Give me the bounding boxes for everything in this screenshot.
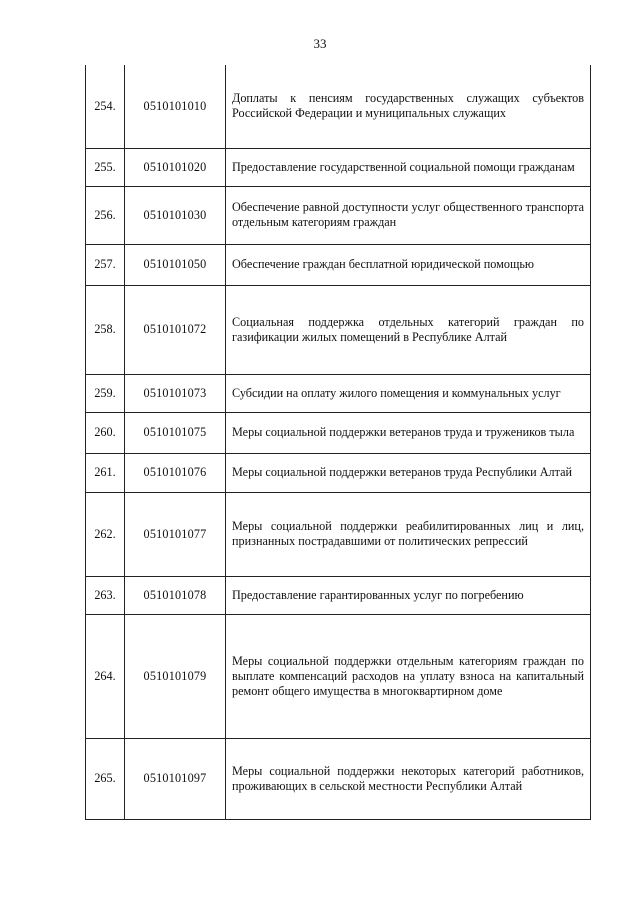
row-description: [226, 614, 591, 738]
row-code: 0510101097: [125, 738, 226, 819]
table-row: [86, 148, 591, 186]
row-number: 258.: [86, 285, 125, 374]
row-code: 0510101010: [125, 65, 226, 148]
row-description: [226, 65, 591, 148]
table-row: [86, 576, 591, 614]
row-number: 265.: [86, 738, 125, 819]
row-code: 0510101078: [125, 576, 226, 614]
row-number: 264.: [86, 614, 125, 738]
table-row: [86, 453, 591, 492]
row-description: [226, 244, 591, 285]
row-description: [226, 186, 591, 244]
row-code: 0510101020: [125, 148, 226, 186]
row-description: [226, 285, 591, 374]
table-row: [86, 492, 591, 576]
row-number: 256.: [86, 186, 125, 244]
table-row: [86, 65, 591, 148]
row-code: 0510101050: [125, 244, 226, 285]
row-description-text: Предоставление гарантированных услуг по погребению: [232, 587, 524, 602]
row-description-text: Меры социальной поддержки ветеранов труда и тружеников тыла: [232, 425, 575, 439]
row-code: 0510101079: [125, 614, 226, 738]
table-row: [86, 374, 591, 412]
row-description: [226, 148, 591, 186]
row-description: [226, 738, 591, 819]
row-description: [226, 453, 591, 492]
table-row: [86, 614, 591, 738]
row-number: 257.: [86, 244, 125, 285]
table-row: [86, 186, 591, 244]
table-row: [86, 244, 591, 285]
table-row: [86, 738, 591, 819]
row-description-text: Доплаты к пенсиям государственных служащих субъектов Российской Федерации и муниципальных служащих: [232, 91, 584, 121]
budget-codes-table: [85, 65, 591, 820]
row-code: 0510101075: [125, 412, 226, 453]
row-description: [226, 374, 591, 412]
row-number: 261.: [86, 453, 125, 492]
row-number: 259.: [86, 374, 125, 412]
row-description: [226, 412, 591, 453]
table-row: [86, 285, 591, 374]
row-description-text: Обеспечение равной доступности услуг общественного транспорта отдельным категориям граждан: [232, 200, 584, 229]
row-number: 263.: [86, 576, 125, 614]
row-description: [226, 492, 591, 576]
row-number: 260.: [86, 412, 125, 453]
page-number: 33: [313, 36, 327, 51]
row-description-text: Субсидии на оплату жилого помещения и коммунальных услуг: [232, 385, 561, 400]
row-code: 0510101030: [125, 186, 226, 244]
row-description-text: Меры социальной поддержки реабилитированных лиц и лиц, признанных пострадавшими от политических репрессий: [232, 519, 584, 548]
row-description-text: Социальная поддержка отдельных категорий граждан по газификации жилых помещений в Республике Алтай: [232, 314, 584, 344]
row-code: 0510101077: [125, 492, 226, 576]
table-row: [86, 412, 591, 453]
row-description-text: Предоставление государственной социальной помощи гражданам: [232, 159, 575, 174]
row-description-text: Обеспечение граждан бесплатной юридической помощью: [232, 257, 535, 271]
row-code: 0510101076: [125, 453, 226, 492]
row-description-text: Меры социальной поддержки некоторых категорий работников, проживающих в сельской местности Республики Алтай: [232, 763, 584, 793]
row-description-text: Меры социальной поддержки ветеранов труда Республики Алтай: [232, 465, 572, 479]
row-number: 254.: [86, 65, 125, 148]
row-code: 0510101073: [125, 374, 226, 412]
row-number: 255.: [86, 148, 125, 186]
row-description: [226, 576, 591, 614]
row-number: 262.: [86, 492, 125, 576]
row-code: 0510101072: [125, 285, 226, 374]
row-description-text: Меры социальной поддержки отдельным категориям граждан по выплате компенсаций расходов на уплату взноса на капитальный ремонт общего имущества в многоквартирном доме: [232, 653, 584, 698]
